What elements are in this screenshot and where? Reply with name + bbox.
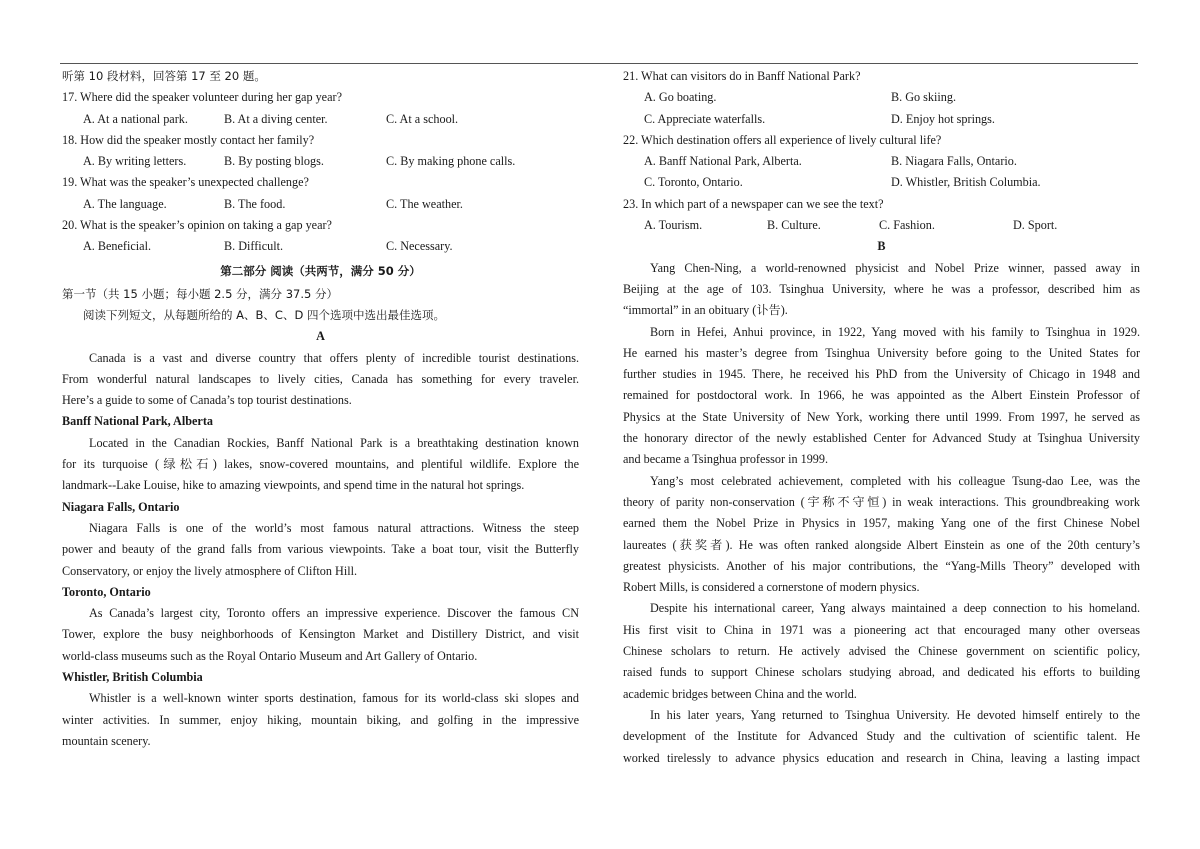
paragraph-line: Born in Hefei, Anhui province, in 1922, Yang moved with his family to Tsinghua in 1929. [650,324,1140,339]
option-c: C. Necessary. [386,239,453,254]
paragraph-line: Chinese scholars to return. He actively advised the Chinese government on scientific policy, [623,644,1140,659]
question-20: 20. What is the speaker’s opinion on taking a gap year? [62,218,332,233]
part-two-title: 第二部分 阅读（共两节，满分 50 分） [220,263,421,278]
option-c: C. Appreciate waterfalls. [644,111,766,126]
question-19-options [62,194,579,215]
paragraph-line: Beijing at the age of 103. Tsinghua University, where he was a professor, described him as [623,281,1140,296]
question-21: 21. What can visitors do in Banff National Park? [623,69,861,83]
paragraph-line: winter activities. In summer, enjoy hiking, mountain biking, and golfing in the impressive [62,712,579,727]
paragraph-line: Canada is a vast and diverse country that offers plenty of incredible tourist destinations. [89,350,579,365]
option-d: D. Whistler, British Columbia. [891,175,1041,190]
header-rule [60,63,1138,64]
paragraph-line: development of the Institute for Advanced Study and the cultivation of scientific talent. He [623,729,1140,744]
passage-a-intro [62,348,579,412]
question-17-options [62,109,579,130]
whistler-heading: Whistler, British Columbia [62,670,203,685]
left-column [62,66,579,752]
niagara-paragraph [62,518,579,582]
option-b: B. Go skiing. [891,90,957,105]
paragraph-line: As Canada’s largest city, Toronto offers an impressive experience. Discover the famous CN [89,606,579,621]
option-a: A. The language. [83,196,167,211]
niagara-heading: Niagara Falls, Ontario [62,499,180,514]
paragraph-line: theory of parity non-conservation (宇称不守恒) in weak interactions. This groundbreaking work [623,494,1140,509]
paragraph-line: Despite his international career, Yang always maintained a deep connection to his homeland. [650,601,1140,616]
toronto-heading: Toronto, Ontario [62,584,151,599]
paragraph-line: Located in the Canadian Rockies, Banff National Park is a breathtaking destination known [89,435,579,450]
paragraph-line: laureates (获奖者). He was often ranked alongside Albert Einstein as one of the 20th century’s [623,537,1140,552]
paragraph-line: academic bridges between China and the world. [623,686,857,701]
question-22-options-row-2 [623,172,1140,193]
paragraph-line: Robert Mills, is considered a cornerstone of modern physics. [623,580,920,595]
question-20-options [62,236,579,257]
paragraph-line: remained for postdoctoral work. In 1966, he was appointed as the Albert Einstein Professor of [623,388,1140,403]
option-c: C. Toronto, Ontario. [644,175,743,190]
paragraph-line: the honorary director of the newly established Center for Advanced Study at Tsinghua University [623,431,1140,446]
paragraph-line: raised funds to support Chinese scholars studying abroad, and dedicated his efforts to building [623,665,1140,680]
option-b: B. At a diving center. [224,111,328,126]
paragraph-line: greatest physicists. Another of his major contributions, the “Yang-Mills Theory” developed with [623,558,1140,573]
option-b: B. By posting blogs. [224,154,324,169]
paragraph-line: Conservatory, or enjoy the lively atmosphere of Clifton Hill. [62,563,358,578]
option-c: C. By making phone calls. [386,154,516,169]
banff-paragraph [62,433,579,497]
passage-a-label: A [316,329,325,344]
paragraph-line: worked tirelessly to advance physics education and research in China, leaving a lasting impact [623,750,1140,765]
question-22: 22. Which destination offers all experience of lively cultural life? [623,132,942,147]
reading-instruction: 阅读下列短文，从每题所给的 A、B、C、D 四个选项中选出最佳选项。 [83,307,445,322]
question-21-options-row-2 [623,109,1140,130]
option-c: C. At a school. [386,111,459,126]
paragraph-line: earned them the Nobel Prize in Physics in 1957, making Yang one of the first Chinese Nobel [623,516,1140,531]
paragraph-line: “immortal” in an obituary (讣告). [623,303,788,318]
paragraph-line: and became a Tsinghua professor in 1999. [623,452,829,467]
passage-b-paragraph-4 [623,598,1140,704]
question-19: 19. What was the speaker’s unexpected challenge? [62,175,309,190]
paragraph-line: world-class museums such as the Royal Ontario Museum and Art Gallery of Ontario. [62,648,478,663]
right-column [623,66,1140,769]
paragraph-line: further studies in 1945. There, he received his PhD from the University of Chicago in 1948 and [623,367,1140,382]
question-22-options-row-1 [623,151,1140,172]
paragraph-line: In his later years, Yang returned to Tsinghua University. He devoted himself entirely to the [650,707,1140,722]
banff-heading: Banff National Park, Alberta [62,414,213,429]
paragraph-line: for its turquoise (绿松石) lakes, snow-covered mountains, and plentiful wildlife. Explore the [62,457,579,472]
paragraph-line: power and beauty of the grand falls from various viewpoints. Take a boat tour, visit the Butterfly [62,542,579,557]
whistler-paragraph [62,688,579,752]
paragraph-line: His first visit to China in 1971 was a pioneering act that encouraged many other overseas [623,622,1140,637]
question-18-options [62,151,579,172]
section-one-title: 第一节（共 15 小题；每小题 2.5 分，满分 37.5 分） [62,286,338,301]
passage-b-paragraph-1 [623,258,1140,322]
option-a: A. Beneficial. [83,239,152,254]
option-c: C. The weather. [386,196,463,211]
paragraph-line: mountain scenery. [62,733,151,748]
option-d: D. Enjoy hot springs. [891,111,995,126]
question-17: 17. Where did the speaker volunteer during her gap year? [62,90,342,105]
option-a: A. Banff National Park, Alberta. [644,154,802,169]
paragraph-line: landmark--Lake Louise, hike to amazing viewpoints, and spend time in the natural hot springs. [62,478,525,493]
passage-b-paragraph-5 [623,705,1140,769]
option-a: A. Go boating. [644,90,717,105]
paragraph-line: Niagara Falls is one of the world’s most famous natural attractions. Witness the steep [89,520,579,535]
option-a: A. At a national park. [83,111,188,126]
question-23: 23. In which part of a newspaper can we see the text? [623,196,884,211]
listening-instruction: 听第 10 段材料，回答第 17 至 20 题。 [62,69,266,83]
paragraph-line: Whistler is a well-known winter sports destination, famous for its world-class ski slopes and [89,691,579,706]
paragraph-line: From wonderful natural landscapes to lively cities, Canada has something for every traveler. [62,371,579,386]
question-21-options-row-1 [623,87,1140,108]
passage-b-paragraph-3 [623,471,1140,599]
option-d: D. Sport. [1013,218,1058,233]
paragraph-line: He earned his master’s degree from Tsinghua University before going to the United States for [623,345,1140,360]
paragraph-line: Yang’s most celebrated achievement, completed with his colleague Tsung-dao Lee, was the [650,473,1140,488]
option-b: B. Difficult. [224,239,284,254]
paragraph-line: Here’s a guide to some of Canada’s top tourist destinations. [62,393,352,408]
option-b: B. Niagara Falls, Ontario. [891,154,1017,169]
passage-b-paragraph-2 [623,322,1140,471]
option-a: A. Tourism. [644,218,703,233]
paragraph-line: Yang Chen-Ning, a world-renowned physicist and Nobel Prize winner, passed away in [650,260,1140,275]
option-a: A. By writing letters. [83,154,187,169]
question-23-options [623,215,1140,236]
question-18: 18. How did the speaker mostly contact her family? [62,132,315,147]
paragraph-line: Tower, explore the busy neighborhoods of Kensington Market and Distillery District, and visit [62,627,579,642]
toronto-paragraph [62,603,579,667]
paragraph-line: Physics at the State University of New York, working there until 1999. From 1997, he served as [623,409,1140,424]
option-b: B. The food. [224,196,286,211]
option-c: C. Fashion. [879,218,935,233]
passage-b-label: B [877,239,886,254]
option-b: B. Culture. [767,218,821,233]
